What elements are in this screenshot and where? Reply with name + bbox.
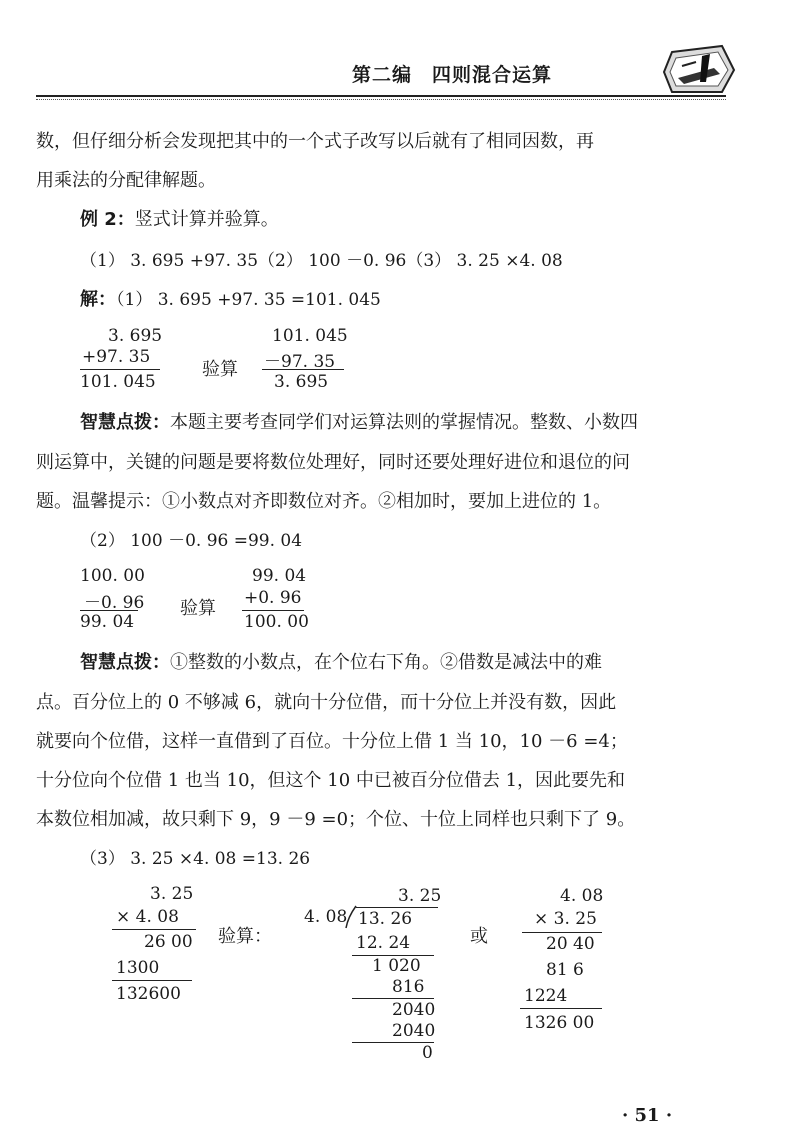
example-heading — [80, 208, 279, 232]
division-remainder-1: 1 020 — [372, 956, 421, 976]
mult-partial-1: 26 00 — [144, 932, 193, 952]
calc-operand: +97. 35 — [82, 347, 151, 367]
header-dotted-rule — [36, 99, 726, 100]
division-subtract-1: 12. 24 — [356, 933, 411, 953]
mult-result: 132600 — [116, 984, 181, 1004]
calc-rule — [80, 610, 138, 611]
tip-label: 智慧点拨： — [80, 652, 170, 673]
mult-top: 3. 25 — [150, 884, 194, 904]
check-rule — [242, 610, 304, 611]
mult2-rule-2 — [520, 1008, 602, 1009]
mult2-rule-1 — [522, 932, 602, 933]
solution-label: 解： — [80, 289, 116, 310]
tip-2-line-5: 本数位相加减，故只剩下 9，9 －9 =0；个位、十位上同样也只剩下了 9。 — [36, 809, 636, 830]
division-divisor: 4. 08 — [304, 907, 348, 927]
calc-top: 100. 00 — [80, 566, 145, 586]
division-remainder-2: 2040 — [392, 1000, 436, 1020]
pencil-book-icon — [662, 42, 736, 96]
tip-2-line-3: 就要向个位借，这样一直借到了百位。十分位上借 1 当 10，10 －6 =4； — [36, 731, 628, 752]
solution-1-heading — [80, 288, 381, 312]
tip-2-line-4: 十分位向个位借 1 也当 10，但这个 10 中已被百分位借去 1，因此要先和 — [36, 770, 626, 791]
solution-2-equation: （2） 100 －0. 96 =99. 04 — [80, 531, 303, 551]
example-title: 竖式计算并验算。 — [134, 209, 279, 230]
division-subtract-2: 816 — [392, 977, 425, 997]
page-number: · 51 · — [622, 1105, 673, 1126]
division-quotient: 3. 25 — [398, 886, 442, 906]
mult2-operand: × 3. 25 — [534, 909, 597, 929]
tip-label: 智慧点拨： — [80, 412, 170, 433]
chapter-title: 第二编 四则混合运算 — [352, 64, 553, 86]
mult2-top: 4. 08 — [560, 886, 604, 906]
division-bar — [356, 907, 438, 908]
division-final-remainder: 0 — [422, 1043, 433, 1063]
calc-result: 99. 04 — [80, 612, 135, 632]
mult2-result: 1326 00 — [524, 1013, 595, 1033]
or-label: 或 — [470, 926, 488, 947]
division-subtract-3: 2040 — [392, 1021, 436, 1041]
check-label-1: 验算 — [202, 359, 238, 380]
check-label-2: 验算 — [180, 598, 216, 619]
check-top: 99. 04 — [252, 566, 307, 586]
check-operand: －97. 35 — [264, 352, 336, 372]
division-rule-2 — [352, 998, 434, 999]
calc-top: 3. 695 — [108, 326, 163, 346]
solution-1-equation: （1） 3. 695 +97. 35 =101. 045 — [116, 290, 381, 310]
check-rule — [262, 369, 344, 370]
check-result: 3. 695 — [274, 372, 329, 392]
mult2-partial-1: 20 40 — [546, 934, 595, 954]
header-rule — [36, 95, 726, 97]
tip-2-line-2: 点。百分位上的 0 不够减 6，就向十分位借，而十分位上并没有数，因此 — [36, 692, 617, 713]
example-problems: （1） 3. 695 +97. 35（2） 100 －0. 96（3） 3. 25 ×4. 08 — [80, 251, 563, 271]
check-result: 100. 00 — [244, 612, 309, 632]
solution-3-equation: （3） 3. 25 ×4. 08 =13. 26 — [80, 849, 311, 869]
calc-rule — [80, 369, 160, 370]
mult2-partial-2: 81 6 — [546, 960, 584, 980]
mult-partial-2: 1300 — [116, 958, 160, 978]
tip-1-line-1: 智慧点拨：本题主要考查同学们对运算法则的掌握情况。整数、小数四 — [80, 412, 638, 433]
check-top: 101. 045 — [272, 326, 348, 346]
division-bracket — [344, 905, 358, 929]
intro-line-1: 数，但仔细分析会发现把其中的一个式子改写以后就有了相同因数，再 — [36, 131, 594, 152]
mult2-partial-3: 1224 — [524, 986, 568, 1006]
check-operand: +0. 96 — [244, 588, 302, 608]
intro-line-2: 用乘法的分配律解题。 — [36, 170, 216, 191]
tip-1-line-3: 题。温馨提示：①小数点对齐即数位对齐。②相加时，要加上进位的 1。 — [36, 491, 612, 512]
check-label-3: 验算： — [218, 926, 272, 947]
calc-operand: －0. 96 — [84, 593, 145, 613]
mult-rule-2 — [112, 980, 192, 981]
tip-2-line-1: 智慧点拨：①整数的小数点，在个位右下角。②借数是减法中的难 — [80, 652, 602, 673]
calc-result: 101. 045 — [80, 372, 156, 392]
tip-1-line-2: 则运算中，关键的问题是要将数位处理好，同时还要处理好进位和退位的问 — [36, 452, 630, 473]
example-label: 例 2： — [80, 209, 135, 230]
division-dividend: 13. 26 — [358, 909, 413, 929]
mult-rule-1 — [112, 929, 196, 930]
mult-operand: × 4. 08 — [116, 907, 179, 927]
